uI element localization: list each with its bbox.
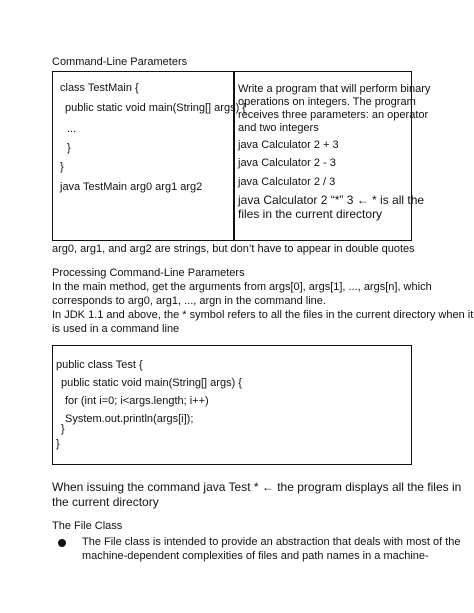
code-line: ...	[67, 123, 77, 135]
star-note-line: files in the current directory	[238, 207, 383, 221]
description-line: receives three parameters: an operator	[238, 109, 429, 121]
bullet-text-line: The File class is intended to provide an abstraction that deals with most of the	[82, 536, 461, 548]
code-line: }	[60, 161, 64, 173]
code-line: }	[61, 423, 65, 435]
page-title: Command-Line Parameters	[52, 56, 188, 68]
description-line: Write a program that will perform binary	[238, 83, 431, 95]
description-line: operations on integers. The program	[238, 96, 416, 108]
example-command: java Calculator 2 - 3	[238, 157, 336, 169]
paragraph-line: In JDK 1.1 and above, the * symbol refers to all the files in the current directory when it	[52, 309, 474, 321]
bullet-text-line: machine-dependent complexities of files and path names in a machine-	[82, 550, 429, 562]
example-command: java Calculator 2 / 3	[238, 176, 336, 188]
note-text: arg0, arg1, and arg2 are strings, but don’t have to appear in double quotes	[52, 243, 415, 255]
section-title: The File Class	[52, 520, 123, 532]
command-line: java TestMain arg0 arg1 arg2	[60, 181, 203, 193]
star-note-line: java Calculator 2 “*” 3 ← * is all the	[238, 193, 425, 207]
code-line: class TestMain {	[60, 82, 139, 94]
paragraph-line: corresponds to arg0, arg1, ..., argn in the command line.	[52, 295, 326, 307]
bullet-icon	[58, 539, 66, 547]
code-line: }	[67, 142, 71, 154]
paragraph-line: In the main method, get the arguments from args[0], args[1], ..., args[n], which	[52, 281, 432, 293]
issuing-note-line: When issuing the command java Test * ← the program displays all the files in	[52, 480, 462, 494]
code-line: for (int i=0; i<args.length; i++)	[65, 395, 209, 407]
code-line: public static void main(String[] args) {	[65, 102, 246, 114]
example-command: java Calculator 2 + 3	[238, 139, 339, 151]
description-line: and two integers	[238, 122, 319, 134]
table-column-divider	[233, 72, 235, 240]
issuing-note-line: the current directory	[52, 495, 159, 509]
code-line: public class Test {	[56, 359, 143, 371]
code-line: System.out.println(args[i]);	[65, 413, 194, 425]
code-line: public static void main(String[] args) {	[61, 377, 242, 389]
code-line: }	[56, 438, 60, 450]
section-title: Processing Command-Line Parameters	[52, 267, 245, 279]
paragraph-line: is used in a command line	[52, 323, 180, 335]
